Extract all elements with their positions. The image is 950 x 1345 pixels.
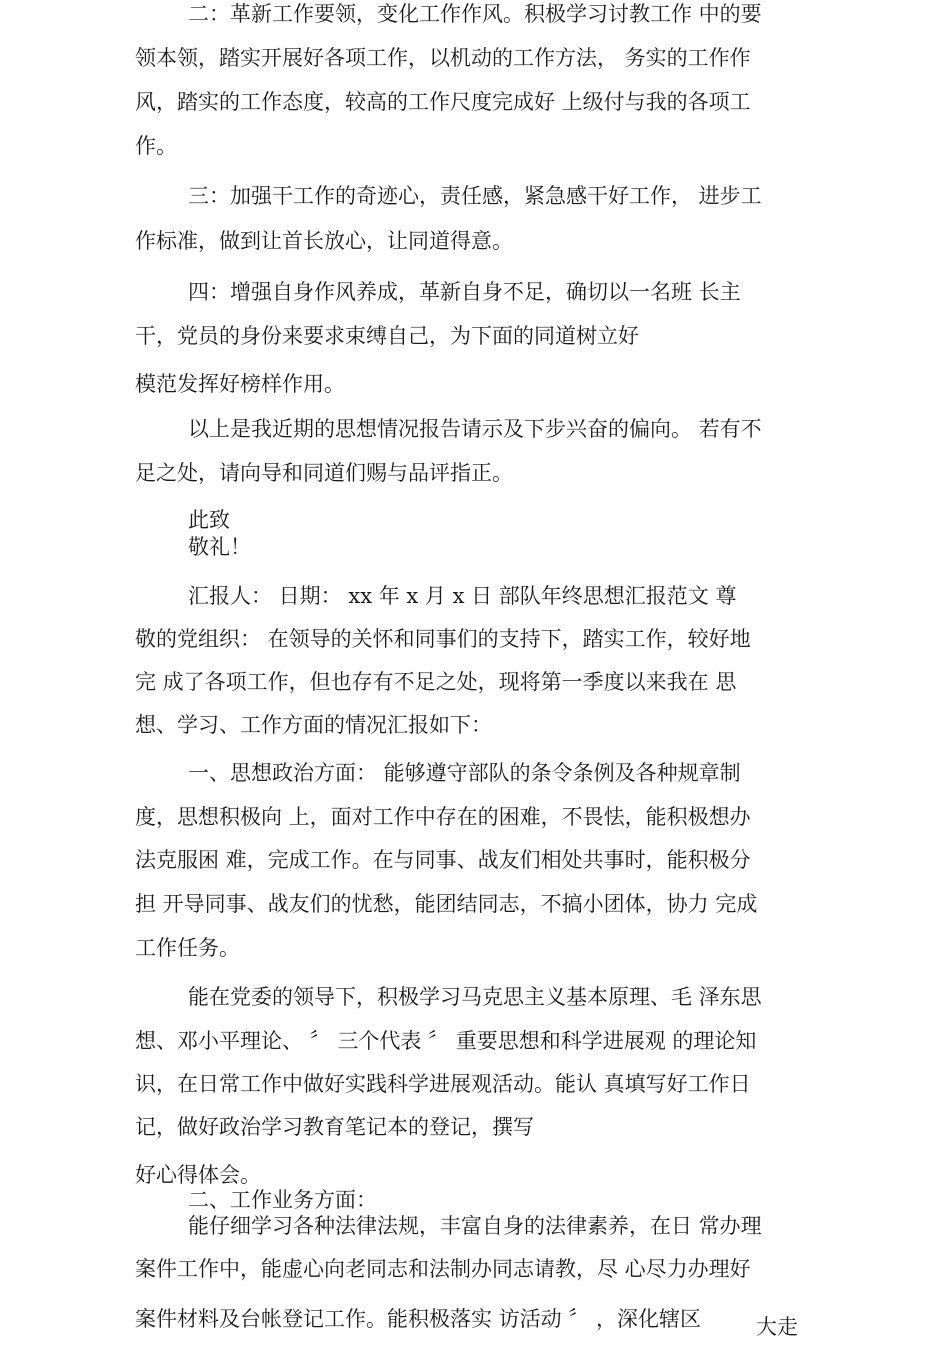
salutation-jingli: 敬礼！ [188,535,251,559]
section-2-line-2: 案件工作中，能虚心向老同志和法制办同志请教，尽 心尽力办理好 [135,1257,751,1281]
paragraph-2-line-2: 领本领，踏实开展好各项工作，以机动的工作方法， 务实的工作作 [135,46,751,70]
closing-line-1: 以上是我近期的思想情况报告请示及下步兴奋的偏向。 若有不 [188,417,762,441]
study-paragraph-line-5: 好心得体会。 [135,1163,261,1187]
paragraph-2-line-1: 二：革新工作要领，变化工作作风。积极学习讨教工作 中的要 [188,2,762,26]
section-1-line-1: 一、思想政治方面： 能够遵守部队的条令条例及各种规章制 [188,761,741,785]
report-header-line-2: 敬的党组织： 在领导的关怀和同事们的支持下，踏实工作，较好地 [135,627,751,651]
paragraph-4-line-1: 四：增强自身作风养成，革新自身不足，确切以一名班 长主 [188,280,741,304]
study-paragraph-line-4: 记，做好政治学习教育笔记本的登记，撰写 [135,1115,534,1139]
report-header-line-4: 想、学习、工作方面的情况汇报如下： [135,713,492,737]
section-1-line-2: 度，思想积极向 上，面对工作中存在的困难，不畏怯，能积极想办 [135,805,751,829]
paragraph-3-line-2: 作标准，做到让首长放心，让同道得意。 [135,229,513,253]
study-paragraph-line-3: 识，在日常工作中做好实践科学进展观活动。能认 真填写好工作日 [135,1072,751,1096]
report-header-line-1: 汇报人： 日期： xx 年 x 月 x 日 部队年终思想汇报范文 尊 [188,584,737,608]
salutation-cizhi: 此致 [188,508,230,532]
study-paragraph-line-2: 想、邓小平理论、 〞 三个代表 〞 重要思想和科学进展观 的理论知 [135,1029,757,1053]
report-header-line-3: 完 成了各项工作，但也存有不足之处，现将第一季度以来我在 思 [135,670,737,694]
study-paragraph-line-1: 能在党委的领导下，积极学习马克思主义基本原理、毛 泽东思 [188,985,762,1009]
closing-line-2: 足之处，请向导和同道们赐与品评指正。 [135,461,513,485]
paragraph-4-line-2: 干，党员的身份来要求束缚自己，为下面的同道树立好 [135,324,639,348]
paragraph-3-line-1: 三：加强干工作的奇迹心，责任感，紧急感干好工作， 进步工 [188,184,762,208]
paragraph-2-line-3: 风，踏实的工作态度，较高的工作尺度完成好 上级付与我的各项工 [135,90,751,114]
section-2-trailing-fragment: 大走 [756,1315,798,1339]
section-1-line-4: 担 开导同事、战友们的忧愁，能团结同志，不搞小团体，协力 完成 [135,892,758,916]
paragraph-2-line-4: 作。 [135,134,177,158]
section-1-line-5: 工作任务。 [135,936,240,960]
section-2-heading: 二、工作业务方面： [188,1188,377,1212]
section-2-line-1: 能仔细学习各种法律法规，丰富自身的法律素养，在日 常办理 [188,1214,762,1238]
paragraph-4-line-3: 模范发挥好榜样作用。 [135,372,345,396]
section-1-line-3: 法克服困 难，完成工作。在与同事、战友们相处共事时，能积极分 [135,848,751,872]
section-2-line-3: 案件材料及台帐登记工作。能积极落实 访活动 〞 ，深化辖区 [135,1307,702,1331]
